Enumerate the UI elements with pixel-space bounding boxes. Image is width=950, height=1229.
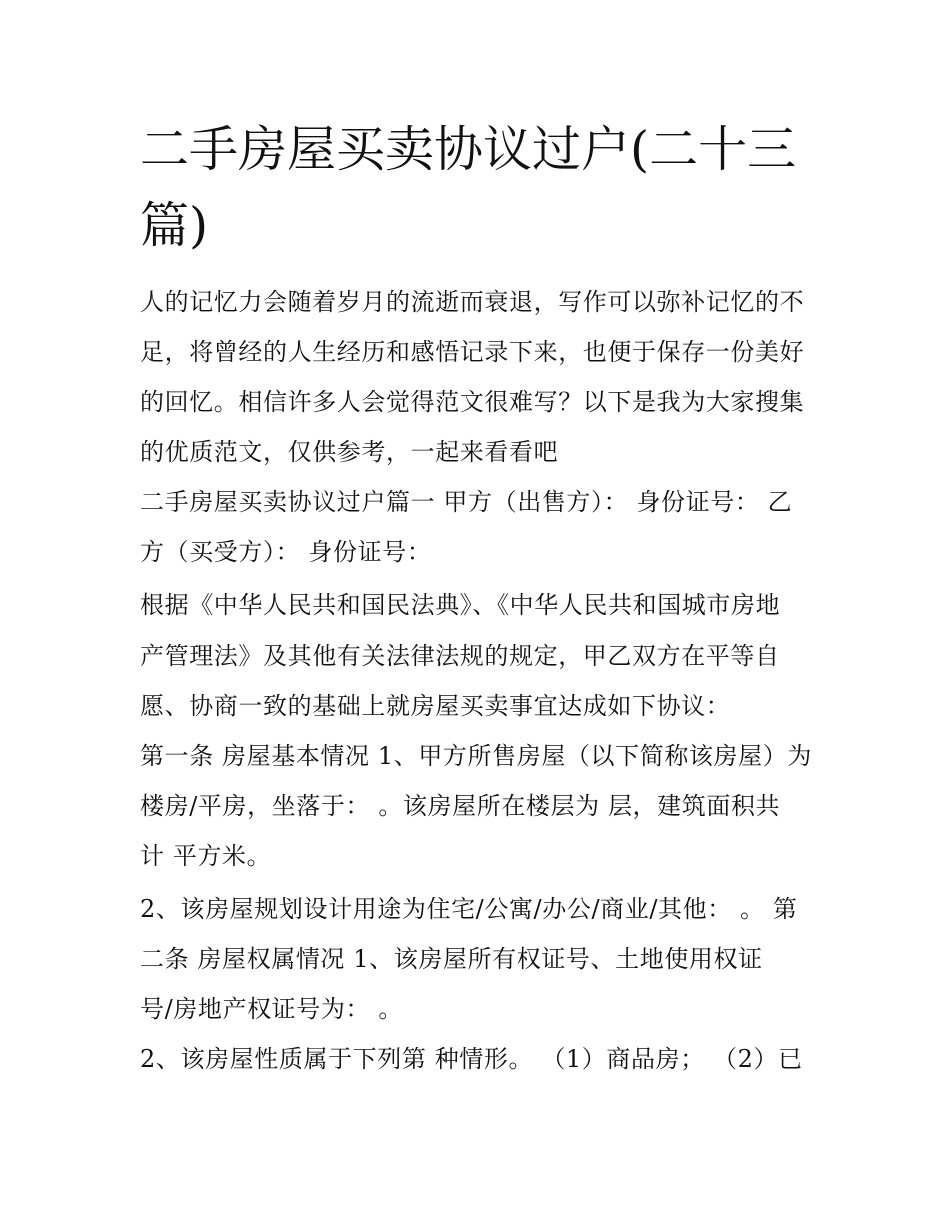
- paragraph-line: 计 平方米。: [140, 842, 272, 870]
- paragraph-line: 愿、协商一致的基础上就房屋买卖事宜达成如下协议：: [140, 692, 731, 720]
- title-line-2: 篇): [140, 197, 209, 254]
- paragraph-line: 产管理法》及其他有关法律法规的规定，甲乙双方在平等自: [140, 642, 780, 670]
- paragraph-line: 足，将曾经的人生经历和感悟记录下来，也便于保存一份美好: [140, 338, 805, 366]
- paragraph-line: 2、该房屋规划设计用途为住宅/公寓/办公/商业/其他： 。 第: [140, 895, 798, 923]
- paragraph-line: 人的记忆力会随着岁月的流逝而衰退，写作可以弥补记忆的不: [140, 288, 805, 316]
- paragraph-line: 的优质范文，仅供参考，一起来看看吧: [140, 438, 559, 466]
- document-title: [140, 112, 830, 264]
- paragraph-line: 根据《中华人民共和国民法典》、《中华人民共和国城市房地: [140, 591, 781, 619]
- paragraph-line: 2、该房屋性质属于下列第 种情形。 （1）商品房； （2）已: [140, 1045, 803, 1073]
- paragraph-line: 号/房地产权证号为： 。: [140, 995, 403, 1023]
- paragraph-line: 方（买受方）： 身份证号：: [140, 538, 432, 566]
- paragraph-line: 第一条 房屋基本情况 1、甲方所售房屋（以下简称该房屋）为: [140, 742, 812, 770]
- paragraph-line: 二手房屋买卖协议过户篇一 甲方（出售方）： 身份证号： 乙: [140, 488, 793, 516]
- paragraph-line: 楼房/平房，坐落于： 。该房屋所在楼层为 层，建筑面积共: [140, 792, 781, 820]
- title-line-1: 二手房屋买卖协议过户(二十三: [140, 121, 797, 178]
- paragraph-line: 二条 房屋权属情况 1、该房屋所有权证号、土地使用权证: [140, 945, 763, 973]
- paragraph-line: 的回忆。相信许多人会觉得范文很难写？以下是我为大家搜集: [140, 388, 805, 416]
